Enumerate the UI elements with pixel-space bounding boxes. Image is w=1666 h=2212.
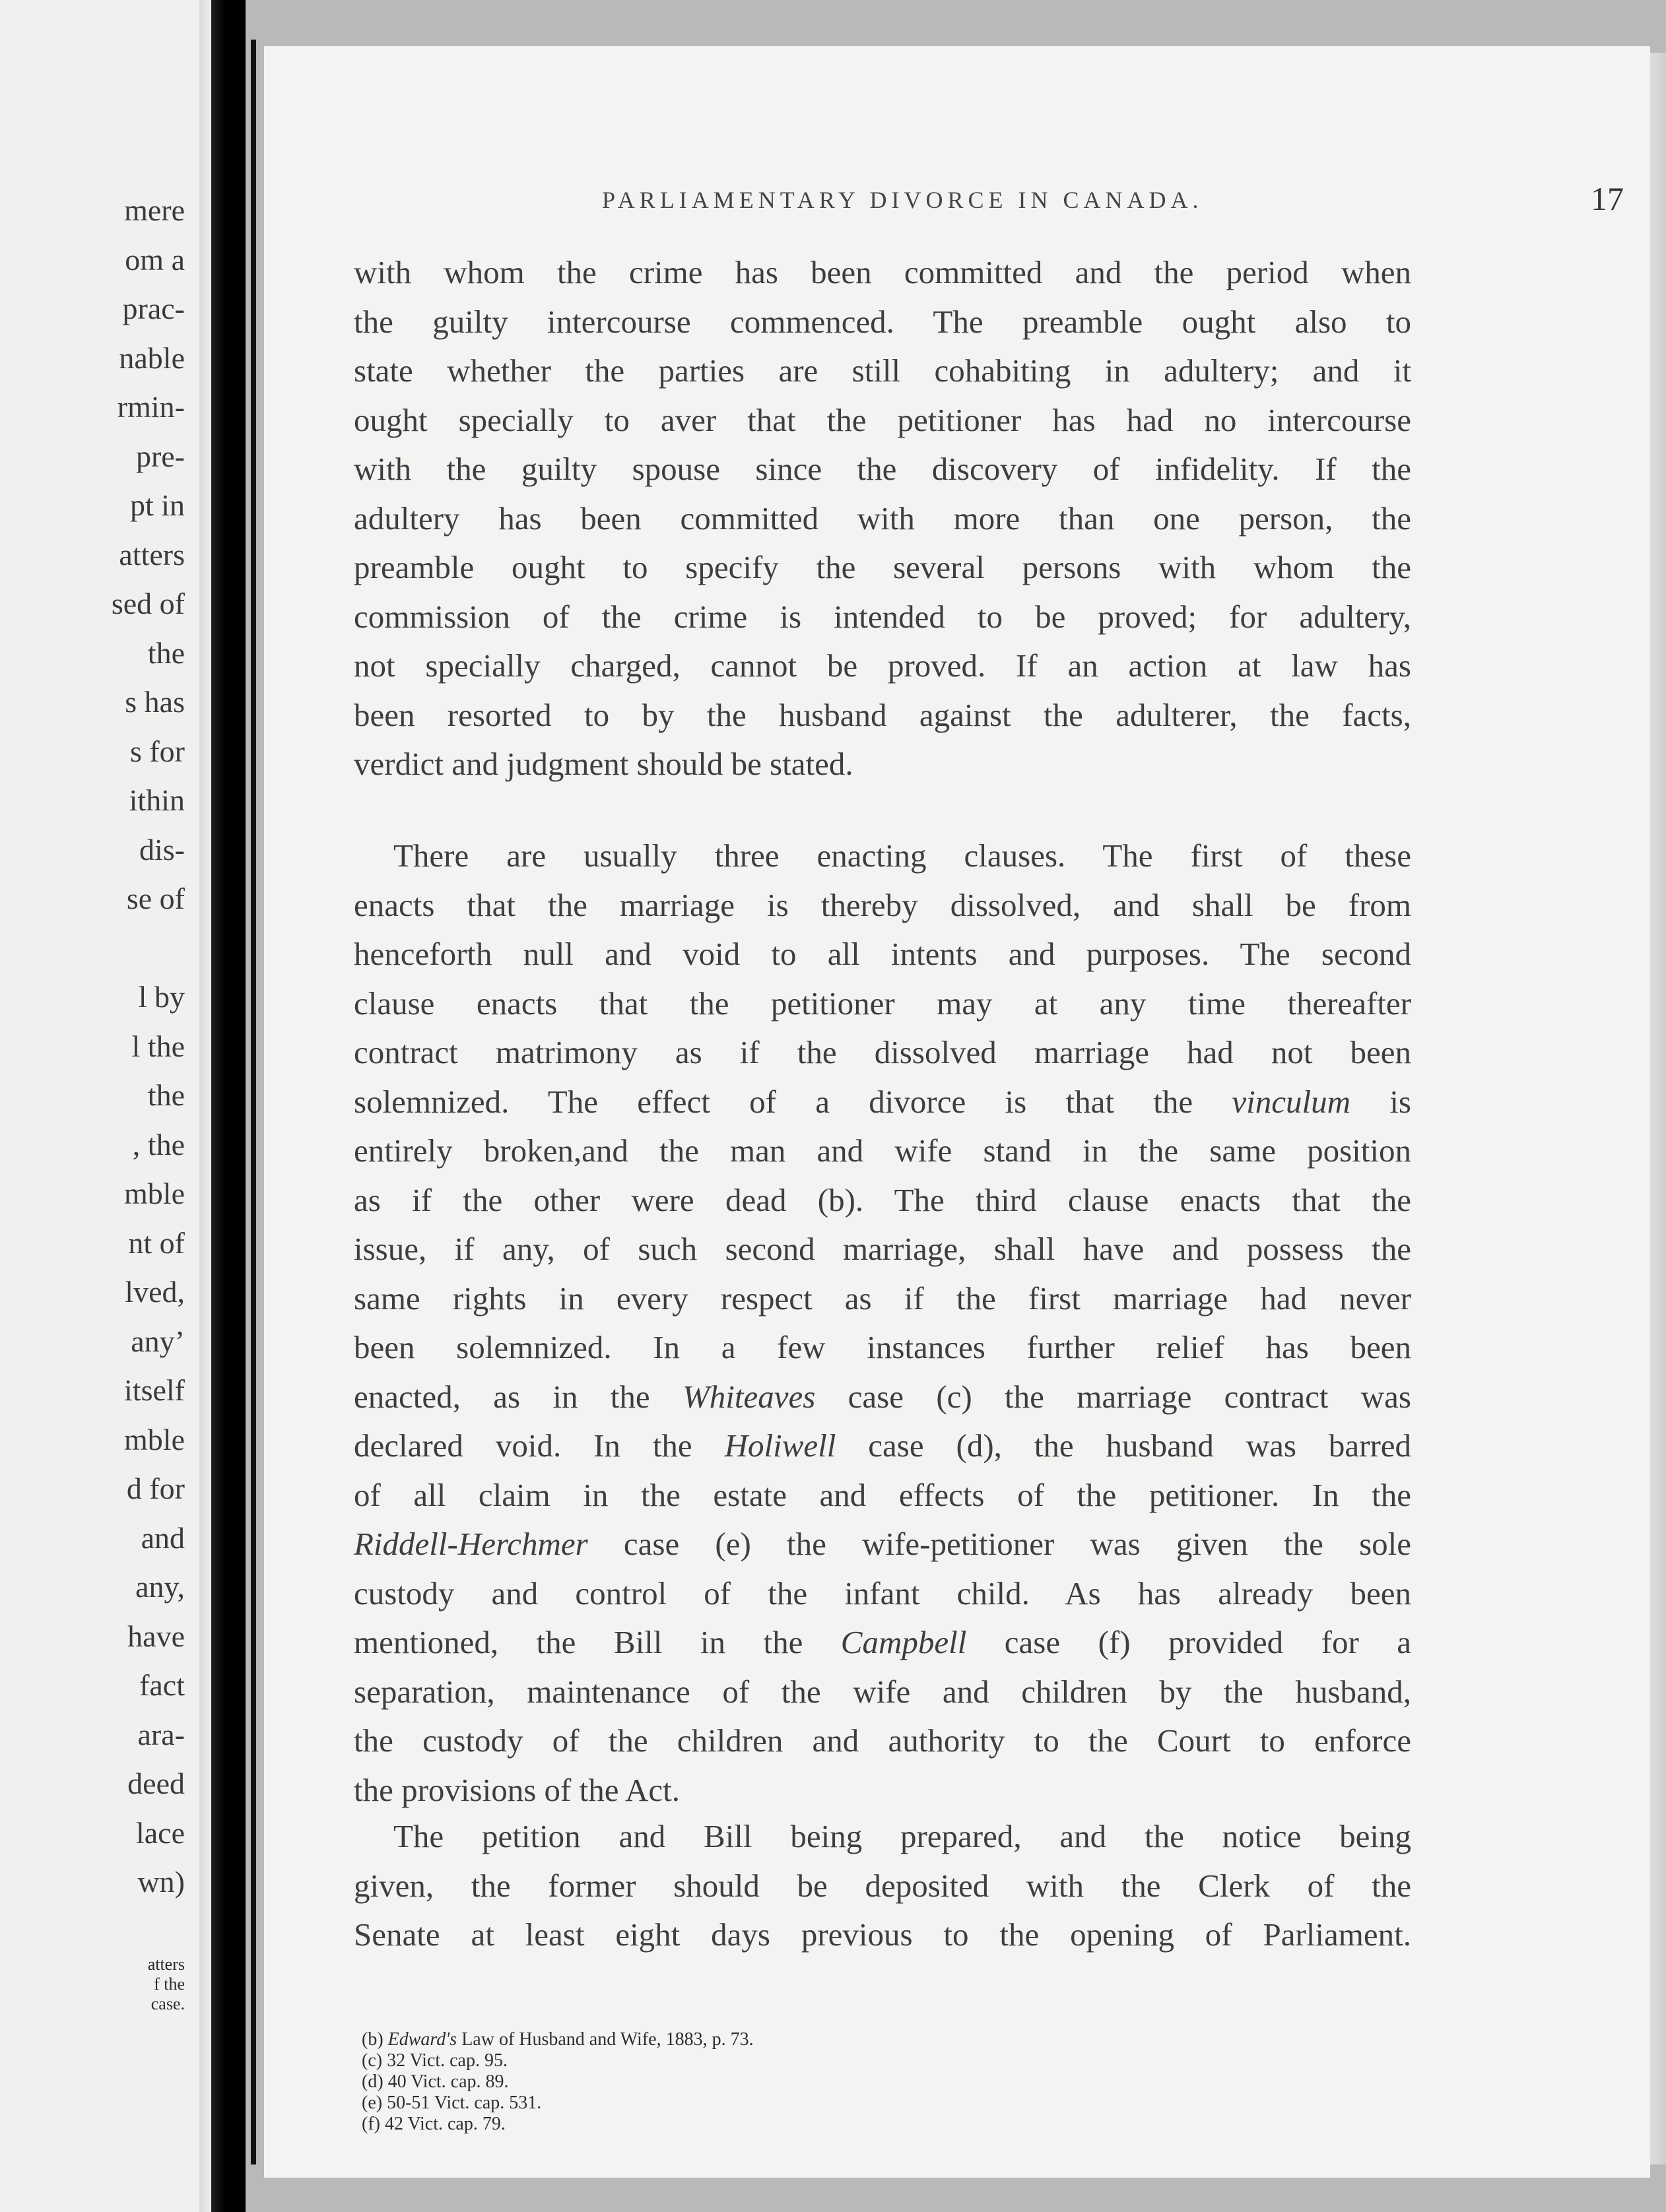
facing-page-fragment: om a [125,242,185,276]
facing-page-fragment: d for [126,1472,185,1505]
text-line: same rights in every respect as if the first marriage had never [354,1280,1411,1317]
text-line: Senate at least eight days previous to the opening of Parliament. [354,1916,1411,1953]
facing-page-fragment: se of [126,882,185,915]
text-line: not specially charged, cannot be proved. If an action at law has [354,647,1411,684]
text-line: been resorted to by the husband against the adulterer, the facts, [354,696,1411,733]
facing-page-fragment: mere [124,193,185,227]
facing-page-fragment: the [147,635,185,670]
running-title: PARLIAMENTARY DIVORCE IN CANADA. [602,187,1203,213]
text-line: state whether the parties are still cohabiting in adultery; and it [354,352,1411,389]
text-line: mentioned, the Bill in the Campbell case (f) provided for a [354,1624,1411,1660]
text-line: The petition and Bill being prepared, and the notice being [393,1818,1411,1854]
facing-page-fragment: atters [119,537,185,571]
text-line: the provisions of the Act. [354,1771,681,1808]
facing-page-fragment: wn) [137,1865,185,1899]
text-line: declared void. In the Holiwell case (d), the husband was barred [354,1427,1412,1464]
gutter-line [251,40,256,2164]
text-line: with the guilty spouse since the discovery of infidelity. If the [354,451,1411,487]
facing-page-text-fragments [112,186,185,1907]
facing-page-fragment: lved, [125,1275,185,1309]
facing-page-fragment: mble [124,1422,185,1456]
facing-page-fragment: deed [127,1767,185,1800]
facing-page-note-fragment: atters [147,1955,185,1974]
facing-page-fragment: and [141,1520,185,1555]
text-line: solemnized. The effect of a divorce is that the vinculum is [354,1083,1411,1120]
facing-page-note-fragment: case. [150,1994,185,2013]
facing-page-fragment: any, [135,1570,185,1604]
facing-page-fragment: pt in [129,488,185,522]
facing-page-fragment: dis- [139,832,185,866]
text-line: verdict and judgment should be stated. [354,746,853,782]
facing-page-fragment: mble [124,1177,185,1210]
facing-page-fragment: lace [135,1815,185,1850]
footnote: (b) Edward's Law of Husband and Wife, 1883, p. 73. [362,2029,754,2050]
text-line: with whom the crime has been committed and the period when [354,254,1411,290]
text-line: as if the other were dead (b). The third clause enacts that the [354,1181,1411,1218]
text-line: the custody of the children and authority to the Court to enforce [354,1722,1411,1759]
footnote: (e) 50-51 Vict. cap. 531. [362,2093,542,2113]
facing-page-fragment: l the [131,1029,185,1063]
text-line: Riddell-Herchmer case (e) the wife-petitioner was given the sole [354,1526,1411,1562]
facing-page-left [0,0,211,2212]
text-line: of all claim in the estate and effects of the petitioner. In the [354,1476,1411,1513]
facing-page-fragment: nt of [128,1225,185,1260]
facing-page-fragment: have [127,1619,185,1653]
facing-page-fragment: nable [119,341,185,375]
facing-page-fragment [112,924,185,973]
facing-page-fragment: rmin- [117,390,185,424]
facing-page-edge [199,0,211,2212]
facing-page-fragment: any’ [131,1324,185,1358]
facing-page-note-fragment: f the [154,1974,185,1994]
paragraph-preamble [354,248,1411,789]
text-line: separation, maintenance of the wife and children by the husband, [354,1673,1411,1710]
text-line: enacts that the marriage is thereby dissolved, and shall be from [354,886,1411,923]
facing-page-fragment: prac- [122,292,185,325]
document-page [264,46,1650,2178]
text-line: the guilty intercourse commenced. The preamble ought also to [354,303,1411,340]
text-line: commission of the crime is intended to be proved; for adultery, [354,598,1411,635]
facing-page-fragment: , the [132,1127,185,1161]
facing-page-fragment: pre- [135,439,185,473]
facing-page-fragment: l by [138,980,185,1014]
text-line: henceforth null and void to all intents and purposes. The second [354,936,1411,972]
text-line: ought specially to aver that the petitioner has had no intercourse [354,401,1411,438]
text-line: adultery has been committed with more than one person, the [354,500,1411,537]
footnotes [362,2029,754,2135]
text-line: contract matrimony as if the dissolved marriage had not been [354,1034,1411,1070]
page-number: 17 [1591,180,1624,217]
footnote: (f) 42 Vict. cap. 79. [362,2114,506,2134]
running-header [264,180,1624,226]
facing-page-fragment: the [147,1078,185,1112]
facing-page-fragment: s for [129,734,185,768]
paragraph-petition-deposit [354,1812,1411,1960]
text-line: There are usually three enacting clauses. The first of these [393,837,1411,874]
text-line: preamble ought to specify the several persons with whom the [354,549,1411,585]
facing-page-fragment: ara- [137,1717,185,1751]
paragraph-enacting-clauses [354,831,1411,1815]
facing-page-fragment: itself [124,1373,185,1407]
text-line: enacted, as in the Whiteaves case (c) the marriage contract was [354,1378,1411,1415]
facing-page-fragment: s has [125,685,185,719]
facing-page-fragment: fact [139,1668,185,1702]
footnote: (d) 40 Vict. cap. 89. [362,2071,509,2092]
text-line: issue, if any, of such second marriage, shall have and possess the [354,1231,1411,1267]
text-line: entirely broken,and the man and wife stand in the same position [354,1132,1411,1169]
book-gutter [211,0,246,2212]
footnote: (c) 32 Vict. cap. 95. [362,2050,508,2071]
facing-page-fragment: sed of [111,587,185,620]
text-line: been solemnized. In a few instances further relief has been [354,1329,1411,1365]
facing-page-footnote-fragments [148,1955,185,2014]
text-line: custody and control of the infant child. As has already been [354,1575,1411,1611]
text-line: given, the former should be deposited with the Clerk of the [354,1867,1411,1904]
text-line: clause enacts that the petitioner may at any time thereafter [354,985,1411,1022]
facing-page-fragment: ithin [129,783,185,817]
